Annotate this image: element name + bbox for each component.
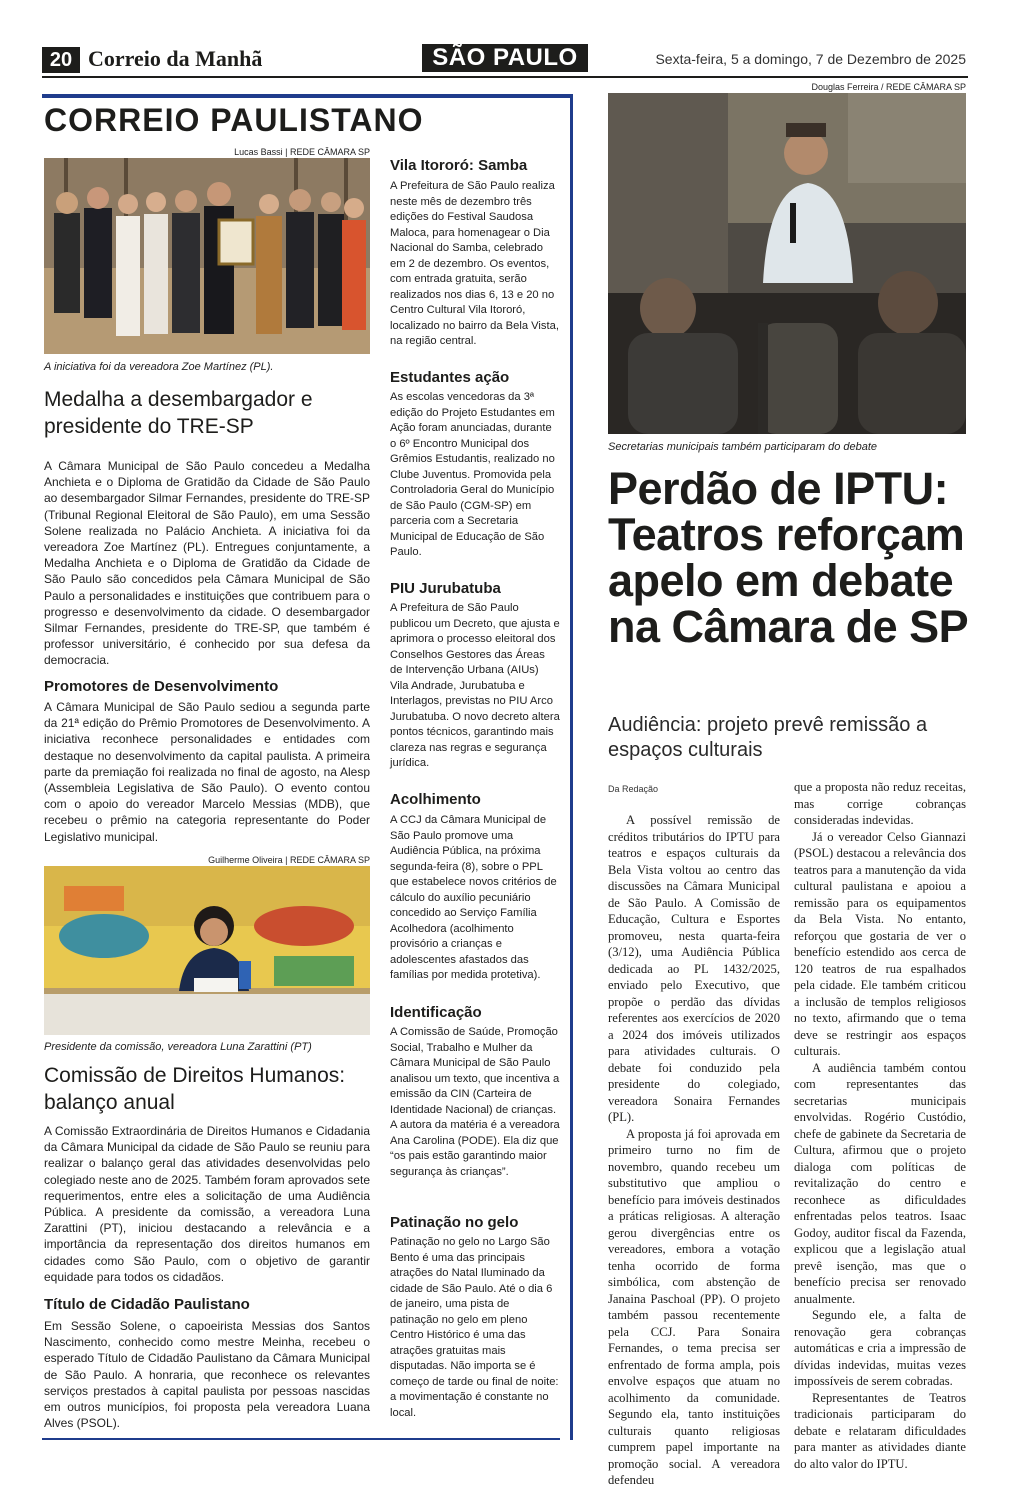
subhead-cidadao: Título de Cidadão Paulistano: [44, 1296, 250, 1313]
brief-text: Patinação no gelo no Largo São Bento é uma das principais atrações do Natal Iluminado da cidade de São Paulo. Até o dia 6 de janeiro, uma pista de patinação no gelo em pleno Centro Histórico é uma das atrações gratuitas mais disputadas. Não importa se é começo de tarde ou final de noite: a movimentação é constante no local.: [390, 1236, 559, 1419]
body-cidadao: Em Sessão Solene, o capoeirista Messias dos Santos Nascimento, conhecido como mestre Meinha, recebeu o esperado Título de Cidadão Paulistano da Câmara Municipal de São Paulo. A honraria, que reconhece os relevantes serviços prestados à capital paulista por pessoas nascidas em outros municípios, foi proposta pela vereadora Luana Alves (PSOL).: [44, 1319, 370, 1431]
headline-human-rights: Comissão de Direitos Humanos: balanço anual: [44, 1064, 346, 1114]
column-kicker: CORREIO PAULISTANO: [44, 102, 424, 138]
brief-text: As escolas vencedoras da 3ª edição do Projeto Estudantes em Ação foram anunciadas, durante o 6º Encontro Municipal dos Grêmios Estudantis, realizado no Clube Juventus. Promovida pela Controladoria Geral do Município de São Paulo (CGM-SP) em parceria com a Secretaria Municipal de Educação de São Paulo.: [390, 391, 555, 558]
brief-title: Patinação no gelo: [390, 1214, 519, 1231]
body-promotores: A Câmara Municipal de São Paulo sediou a segunda parte da 21ª edição do Prêmio Promotores de Desenvolvimento. A iniciativa reconhece personalidades e entidades com destaque no desenvolvimento da capital paulista. A primeira parte da premiação foi realizada no final de agosto, na Alesp (Assembleia Legislativa de São Paulo). O evento contou com o apoio do vereador Marcelo Messias (MDB), que recebeu o prêmio na categoria representante do Poder Legislativo municipal.: [44, 700, 370, 844]
brief-title: Identificação: [390, 1004, 482, 1021]
paragraph: A possível remissão de créditos tributários do IPTU para teatros e espaços culturais da Bela Vista voltou ao centro das discussões na Câmara Municipal de São Paulo. A Comissão de Educação, Cultura e Esportes promoveu, nesta quarta-feira (3/12), uma Audiência Pública dedicada ao PL 1432/2025, enviado pelo Executivo, que propõe o perdão das dívidas referentes aos exercícios de 2020 a 2024 dos imóveis utilizados para atividades culturais. O debate foi conduzido pela presidente do colegiado, vereadora Sonaira Fernandes (PL).: [608, 813, 780, 1124]
headline-medal: Medalha a desembargador e presidente do TRE-SP: [44, 388, 313, 438]
byline: Da Redação: [608, 784, 659, 794]
brief-title: Acolhimento: [390, 791, 481, 808]
ceremony-photo: [44, 158, 370, 354]
paragraph: A proposta já foi aprovada em primeiro turno no fim de novembro, quando recebeu um substitutivo que ampliou o benefício para imóveis destinados a práticas religiosas. A alteração gerou divergências entre os vereadores, embora a votação tenha ocorrido de forma simbólica, com abstenção de Janaina Paschoal (PP). O projeto também passou recentemente pela CCJ. Para Sonaira Fernandes, o tema precisa ser enfrentado de forma ampla, pois envolve espaços que atuam no acolhimento da comunidade. Segundo ela, tanto instituições culturais quanto religiosas cumprem papel importante na promoção social. A vereadora defendeu: [608, 1126, 780, 1487]
section-label: SÃO PAULO: [422, 44, 588, 72]
photo-credit: Lucas Bassi | REDE CÂMARA SP: [234, 147, 370, 157]
paragraph: que a proposta não reduz receitas, mas corrige cobranças consideradas indevidas.: [794, 780, 966, 827]
column-frame-top: [42, 94, 572, 98]
column-frame-bottom: [42, 1438, 560, 1440]
photo-caption: Presidente da comissão, vereadora Luna Zarattini (PT): [44, 1041, 312, 1053]
body-human-rights: A Comissão Extraordinária de Direitos Humanos e Cidadania da Câmara Municipal da cidade de São Paulo se reuniu para realizar o balanço geral das atividades desenvolvidas pelo colegiado neste ano de 2025. Também foram aprovados sete requerimentos, entre eles a solicitação de uma Audiência Pública. A presidente da comissão, a vereadora Luna Zarattini (PT), iniciou destacando a relevância e a importância da representação dos direitos humanos em cidades como São Paulo, com o objetivo de garantir equidade para todos os cidadãos.: [44, 1124, 370, 1284]
masthead-rule: [42, 76, 968, 78]
paragraph: A audiência também contou com representantes das secretarias municipais envolvidas. Rogério Custódio, chefe de gabinete da Secretaria de Cultura, afirmou que o projeto dialoga com políticas de revitalização do centro e reconhece as dificuldades enfrentadas pelos teatros. Isaac Godoy, auditor fiscal da Fazenda, explicou que a legislação atual prevê isenção, mas que o benefício precisa ser renovado anualmente.: [794, 1060, 966, 1306]
newspaper-name: Correio da Manhã: [88, 46, 263, 71]
paragraph: Já o vereador Celso Giannazi (PSOL) destacou a relevância dos teatros para a manutenção da vida cultural paulistana e apoiou a remissão para os equipamentos da Bela Vista. No entanto, reforçou que gostaria de ver o benefício estendido aos cerca de 120 teatros de rua espalhados pela cidade. Ele também criticou a inclusão de templos religiosos no texto, afirmando que o tema deve se restringir aos espaços culturais.: [794, 829, 966, 1058]
brief-text: A Prefeitura de São Paulo realiza neste mês de dezembro três edições do Festival Saudosa Maloca, para homenagear o Dia Nacional do Samba, celebrado em 2 de dezembro. Os eventos, com entrada gratuita, serão realizados nos dias 6, 13 e 20 no Centro Cultural Vila Itororó, localizado no bairro da Bela Vista, na região central.: [390, 180, 559, 347]
commission-photo: [44, 866, 370, 1035]
column-frame-right: [570, 94, 573, 1440]
edition-date: Sexta-feira, 5 a domingo, 7 de Dezembro de 2025: [655, 51, 966, 67]
brief-text: A CCJ da Câmara Municipal de São Paulo promove uma Audiência Pública, na próxima segunda-feira (8), sobre o PPL que estabelece novos critérios de cálculo do auxílio pecuniário concedido ao Serviço Família Acolhedora (acolhimento provisório a crianças e adolescentes afastados das famílias por medida protetiva).: [390, 814, 557, 981]
brief-title: Estudantes ação: [390, 369, 510, 386]
brief-title: Vila Itororó: Samba: [390, 157, 528, 174]
photo-credit: Guilherme Oliveira | REDE CÂMARA SP: [208, 855, 370, 865]
photo-credit: Douglas Ferreira / REDE CÂMARA SP: [811, 82, 966, 92]
paragraph: Segundo ele, a falta de renovação gera cobranças automáticas e cria a impressão de dívidas indevidas, muitas vezes impossíveis de serem cobradas.: [794, 1308, 966, 1388]
main-headline: Perdão de IPTU: Teatros reforçam apelo em debate na Câmara de SP: [608, 463, 969, 652]
subhead-promotores: Promotores de Desenvolvimento: [44, 678, 279, 695]
brief-text: A Prefeitura de São Paulo publicou um Decreto, que ajusta e aprimora o processo eleitoral dos Conselhos Gestores das Áreas de Intervenção Urbana (AIUs) Vila Andrade, Jurubatuba e Interlagos, previstas no PIU Arco Jurubatuba. O novo decreto altera pontos técnicos, garantindo mais clareza nas regras e segurança jurídica.: [390, 602, 560, 769]
photo-caption: A iniciativa foi da vereadora Zoe Martínez (PL).: [44, 361, 274, 373]
brief-title: PIU Jurubatuba: [390, 580, 501, 597]
body-medal: A Câmara Municipal de São Paulo concedeu a Medalha Anchieta e o Diploma de Gratidão da Cidade de São Paulo ao desembargador Silmar Fernandes, presidente do TRE-SP (Tribunal Regional Eleitoral de São Paulo), em uma Sessão Solene realizada no Palácio Anchieta. A iniciativa foi da vereadora Zoe Martínez (PL). Entregues conjuntamente, a Medalha Anchieta e o Diploma de Gratidão da Cidade de São Paulo são concedidos pela Câmara Municipal de São Paulo a personalidades e instituições que contribuem para o progresso e desenvolvimento da cidade. O desembargador Silmar Fernandes, presidente do TRE-SP, que também é professor universitário, é conhecido por sua defesa da democracia.: [44, 459, 370, 668]
paragraph: Representantes de Teatros tradicionais participaram do debate e relataram dificuldades para manter as atividades diante do alto valor do IPTU.: [794, 1390, 966, 1471]
photo-caption: Secretarias municipais também participaram do debate: [608, 441, 878, 453]
main-body-col2: [794, 779, 966, 1472]
debate-photo: [608, 93, 966, 434]
main-body-col1: [608, 812, 780, 1488]
main-deck: Audiência: projeto prevê remissão a espaços culturais: [608, 714, 928, 761]
page-number: 20: [42, 47, 80, 73]
brief-text: A Comissão de Saúde, Promoção Social, Trabalho e Mulher da Câmara Municipal de São Paulo analisou um texto, que incentiva a emissão da CIN (Carteira de Identidade Nacional) de crianças. A autora da matéria é a vereadora Ana Carolina (PODE). Ela diz que “os pais estão garantindo maior segurança às crianças”.: [390, 1026, 560, 1178]
